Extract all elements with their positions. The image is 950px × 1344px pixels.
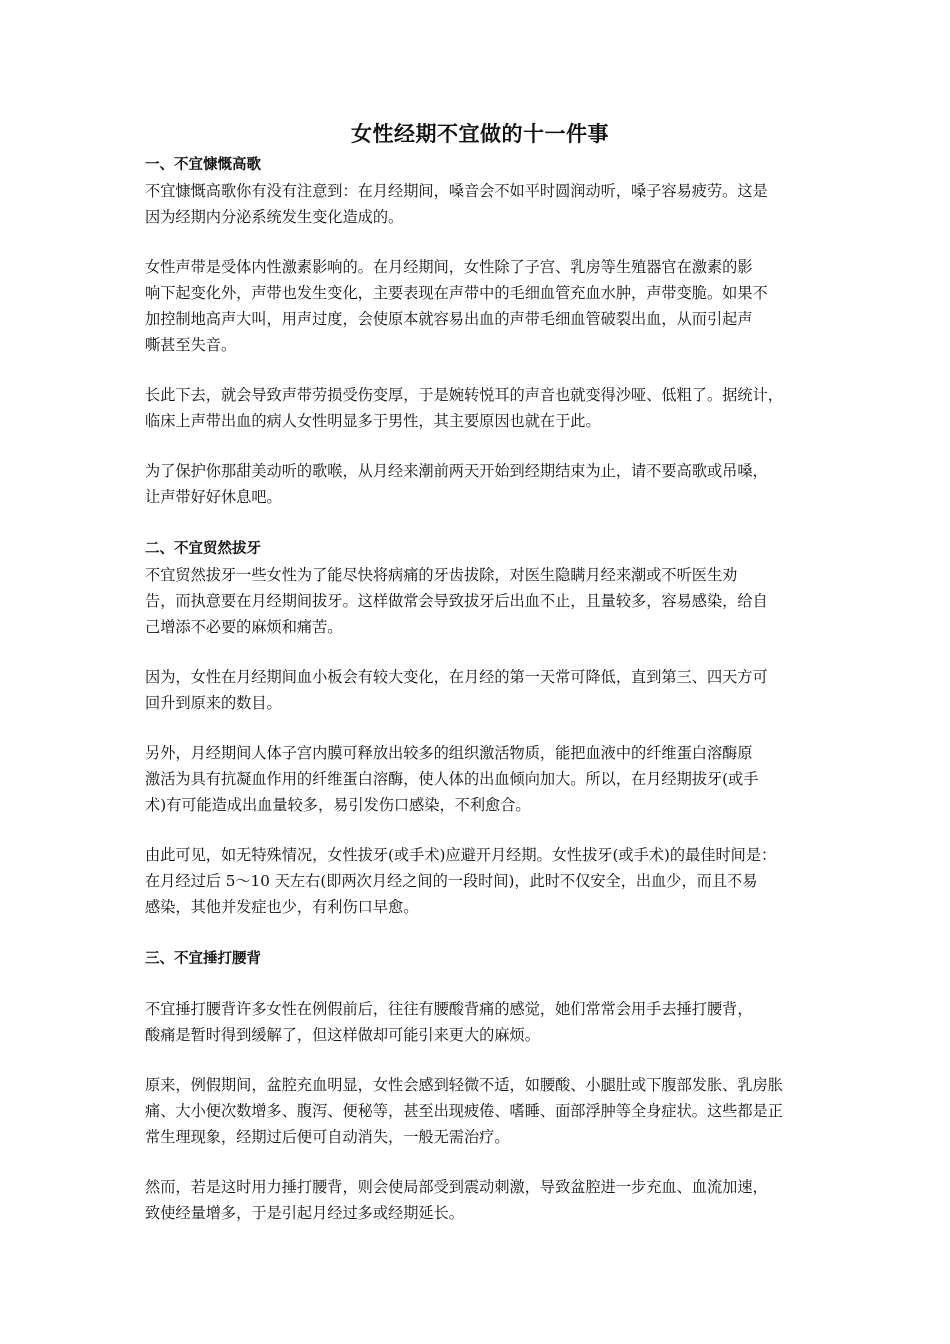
paragraph-spacer bbox=[145, 818, 815, 842]
paragraph: 不宜贸然拔牙一些女性为了能尽快将病痛的牙齿拔除，对医生隐瞒月经来潮或不听医生劝 告，而执意要在月经期间拔牙。这样做常会导致拔牙后出血不止，且量较多，容易感染，给自 己增添不必要的麻烦和痛苦。 bbox=[145, 566, 768, 636]
paragraph-spacer bbox=[145, 1150, 815, 1174]
section-heading-3: 三、不宜捶打腰背 bbox=[145, 951, 261, 967]
paragraph: 另外，月经期间人体子宫内膜可释放出较多的组织激活物质，能把血液中的纤维蛋白溶酶原 激活为具有抗凝血作用的纤维蛋白溶酶，使人体的出血倾向加大。所以，在月经期拔牙(或手 术)有可能造成出血量较多，易引发伤口感染，不利愈合。 bbox=[145, 744, 759, 814]
paragraph: 因为，女性在月经期间血小板会有较大变化，在月经的第一天常可降低，直到第三、四天方可 回升到原来的数目。 bbox=[145, 668, 768, 712]
paragraph: 长此下去，就会导致声带劳损受伤变厚，于是婉转悦耳的声音也就变得沙哑、低粗了。据统计， 临床上声带出血的病人女性明显多于男性，其主要原因也就在于此。 bbox=[145, 386, 783, 430]
paragraph-spacer bbox=[145, 640, 815, 664]
document-body bbox=[145, 120, 815, 1226]
paragraph: 由此可见，如无特殊情况，女性拔牙(或手术)应避开月经期。女性拔牙(或手术)的最佳时间是： 在月经过后 5～10 天左右(即两次月经之间的一段时间)，此时不仅安全，出血少，而且不易 感染，其他并发症也少，有利伤口早愈。 bbox=[145, 846, 777, 916]
paragraph: 不宜慷慨高歌你有没有注意到：在月经期间，嗓音会不如平时圆润动听，嗓子容易疲劳。这是 因为经期内分泌系统发生变化造成的。 bbox=[145, 182, 768, 226]
paragraph-spacer bbox=[145, 1048, 815, 1072]
paragraph-spacer bbox=[145, 230, 815, 254]
section-heading-2: 二、不宜贸然拔牙 bbox=[145, 541, 261, 557]
section-heading-1: 一、不宜慷慨高歌 bbox=[145, 157, 261, 173]
paragraph-spacer bbox=[145, 716, 815, 740]
paragraph: 然而，若是这时用力捶打腰背，则会使局部受到震动刺激，导致盆腔进一步充血、血流加速， 致使经量增多，于是引起月经过多或经期延长。 bbox=[145, 1178, 768, 1222]
section-spacer bbox=[145, 510, 815, 536]
paragraph: 原来，例假期间，盆腔充血明显，女性会感到轻微不适，如腰酸、小腿肚或下腹部发胀、乳房胀 痛、大小便次数增多、腹泻、便秘等，甚至出现疲倦、嗜睡、面部浮肿等全身症状。这些都是正 常生理现象，经期过后便可自动消失，一般无需治疗。 bbox=[145, 1076, 783, 1146]
page-title: 女性经期不宜做的十一件事 bbox=[351, 122, 609, 146]
paragraph-spacer bbox=[145, 358, 815, 382]
section-spacer bbox=[145, 920, 815, 946]
paragraph: 不宜捶打腰背许多女性在例假前后，往往有腰酸背痛的感觉，她们常常会用手去捶打腰背， 酸痛是暂时得到缓解了，但这样做却可能引来更大的麻烦。 bbox=[145, 1000, 753, 1044]
paragraph: 为了保护你那甜美动听的歌喉，从月经来潮前两天开始到经期结束为止，请不要高歌或吊嗓， 让声带好好休息吧。 bbox=[145, 462, 768, 506]
paragraph-spacer bbox=[145, 972, 815, 996]
paragraph-spacer bbox=[145, 434, 815, 458]
paragraph: 女性声带是受体内性激素影响的。在月经期间，女性除了子宫、乳房等生殖器官在激素的影 响下起变化外，声带也发生变化，主要表现在声带中的毛细血管充血水肿，声带变脆。如果不 加控制地高声大叫，用声过度，会使原本就容易出血的声带毛细血管破裂出血，从而引起声 嘶甚至失音。 bbox=[145, 258, 768, 354]
